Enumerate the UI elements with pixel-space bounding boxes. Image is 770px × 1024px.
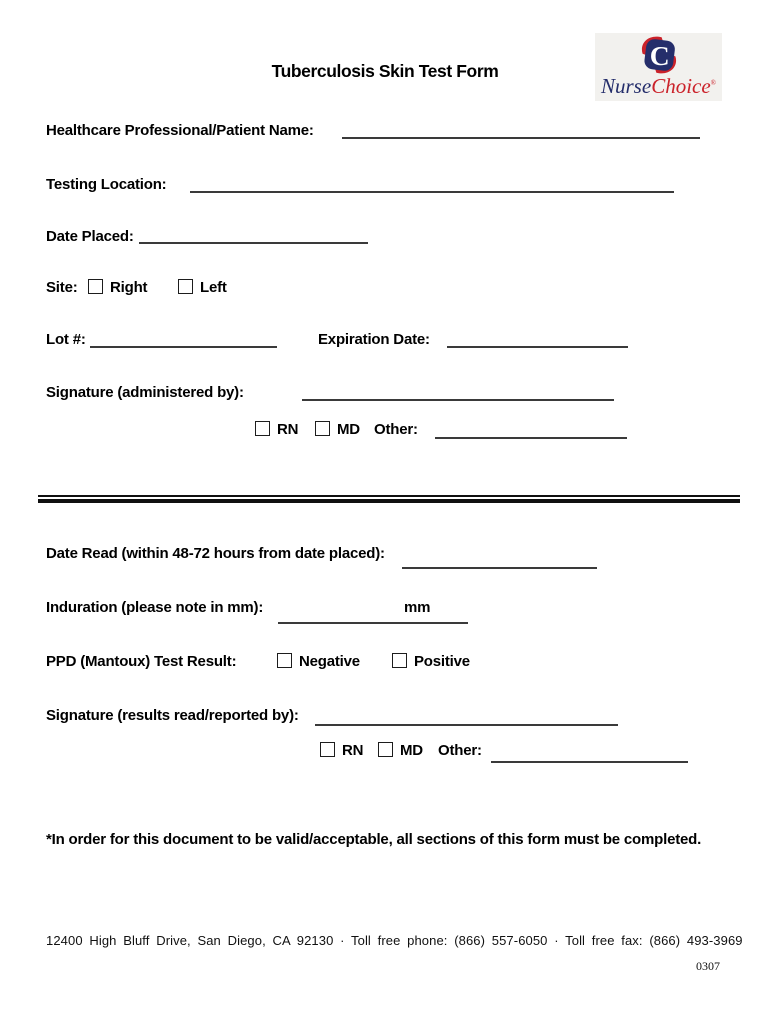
logo-text-choice: Choice xyxy=(651,74,711,98)
nursechoice-logo xyxy=(595,33,722,101)
results-md-label: MD xyxy=(400,742,423,759)
admin-md-checkbox[interactable] xyxy=(315,421,330,436)
section-divider-thin-rule xyxy=(38,495,740,497)
admin-rn-checkbox[interactable] xyxy=(255,421,270,436)
footer-contact-line: 12400 High Bluff Drive, San Diego, CA 92130 · Toll free phone: (866) 557-6050 · Toll free fax: (866) 493-3969 xyxy=(46,933,743,948)
date-placed-input-line[interactable] xyxy=(139,242,368,244)
lot-number-label: Lot #: xyxy=(46,331,86,348)
admin-other-input-line[interactable] xyxy=(435,437,627,439)
signature-results-input-line[interactable] xyxy=(315,724,618,726)
validity-note: *In order for this document to be valid/acceptable, all sections of this form must be completed. xyxy=(46,831,702,848)
svg-text:C: C xyxy=(649,39,670,71)
registered-mark: ® xyxy=(710,79,716,87)
negative-label: Negative xyxy=(299,653,360,670)
site-left-label: Left xyxy=(200,279,227,296)
ppd-result-label: PPD (Mantoux) Test Result: xyxy=(46,653,237,670)
logo-text-nurse: Nurse xyxy=(601,74,652,98)
site-left-checkbox[interactable] xyxy=(178,279,193,294)
page-title: Tuberculosis Skin Test Form xyxy=(271,61,499,81)
results-rn-label: RN xyxy=(342,742,364,759)
results-other-input-line[interactable] xyxy=(491,761,688,763)
mm-unit-label: mm xyxy=(404,599,431,616)
admin-md-label: MD xyxy=(337,421,360,438)
positive-label: Positive xyxy=(414,653,470,670)
expiration-date-input-line[interactable] xyxy=(447,346,628,348)
testing-location-label: Testing Location: xyxy=(46,176,167,193)
results-other-label: Other: xyxy=(438,742,482,759)
section-divider-thick-rule xyxy=(38,499,740,503)
signature-administered-input-line[interactable] xyxy=(302,399,614,401)
admin-rn-label: RN xyxy=(277,421,299,438)
admin-other-label: Other: xyxy=(374,421,418,438)
form-code: 0307 xyxy=(696,959,720,973)
site-right-label: Right xyxy=(110,279,148,296)
date-read-label: Date Read (within 48-72 hours from date placed): xyxy=(46,545,385,562)
name-label: Healthcare Professional/Patient Name: xyxy=(46,122,314,139)
expiration-date-label: Expiration Date: xyxy=(318,331,430,348)
positive-checkbox[interactable] xyxy=(392,653,407,668)
date-read-input-line[interactable] xyxy=(402,567,597,569)
negative-checkbox[interactable] xyxy=(277,653,292,668)
nursechoice-logo-icon xyxy=(638,35,680,75)
nursechoice-logo-text xyxy=(601,76,716,97)
signature-results-label: Signature (results read/reported by): xyxy=(46,707,299,724)
lot-number-input-line[interactable] xyxy=(90,346,277,348)
testing-location-input-line[interactable] xyxy=(190,191,674,193)
results-rn-checkbox[interactable] xyxy=(320,742,335,757)
results-md-checkbox[interactable] xyxy=(378,742,393,757)
signature-administered-label: Signature (administered by): xyxy=(46,384,244,401)
date-placed-label: Date Placed: xyxy=(46,228,134,245)
induration-input-line[interactable] xyxy=(278,622,468,624)
site-label: Site: xyxy=(46,279,78,296)
name-input-line[interactable] xyxy=(342,137,700,139)
site-right-checkbox[interactable] xyxy=(88,279,103,294)
induration-label: Induration (please note in mm): xyxy=(46,599,264,616)
